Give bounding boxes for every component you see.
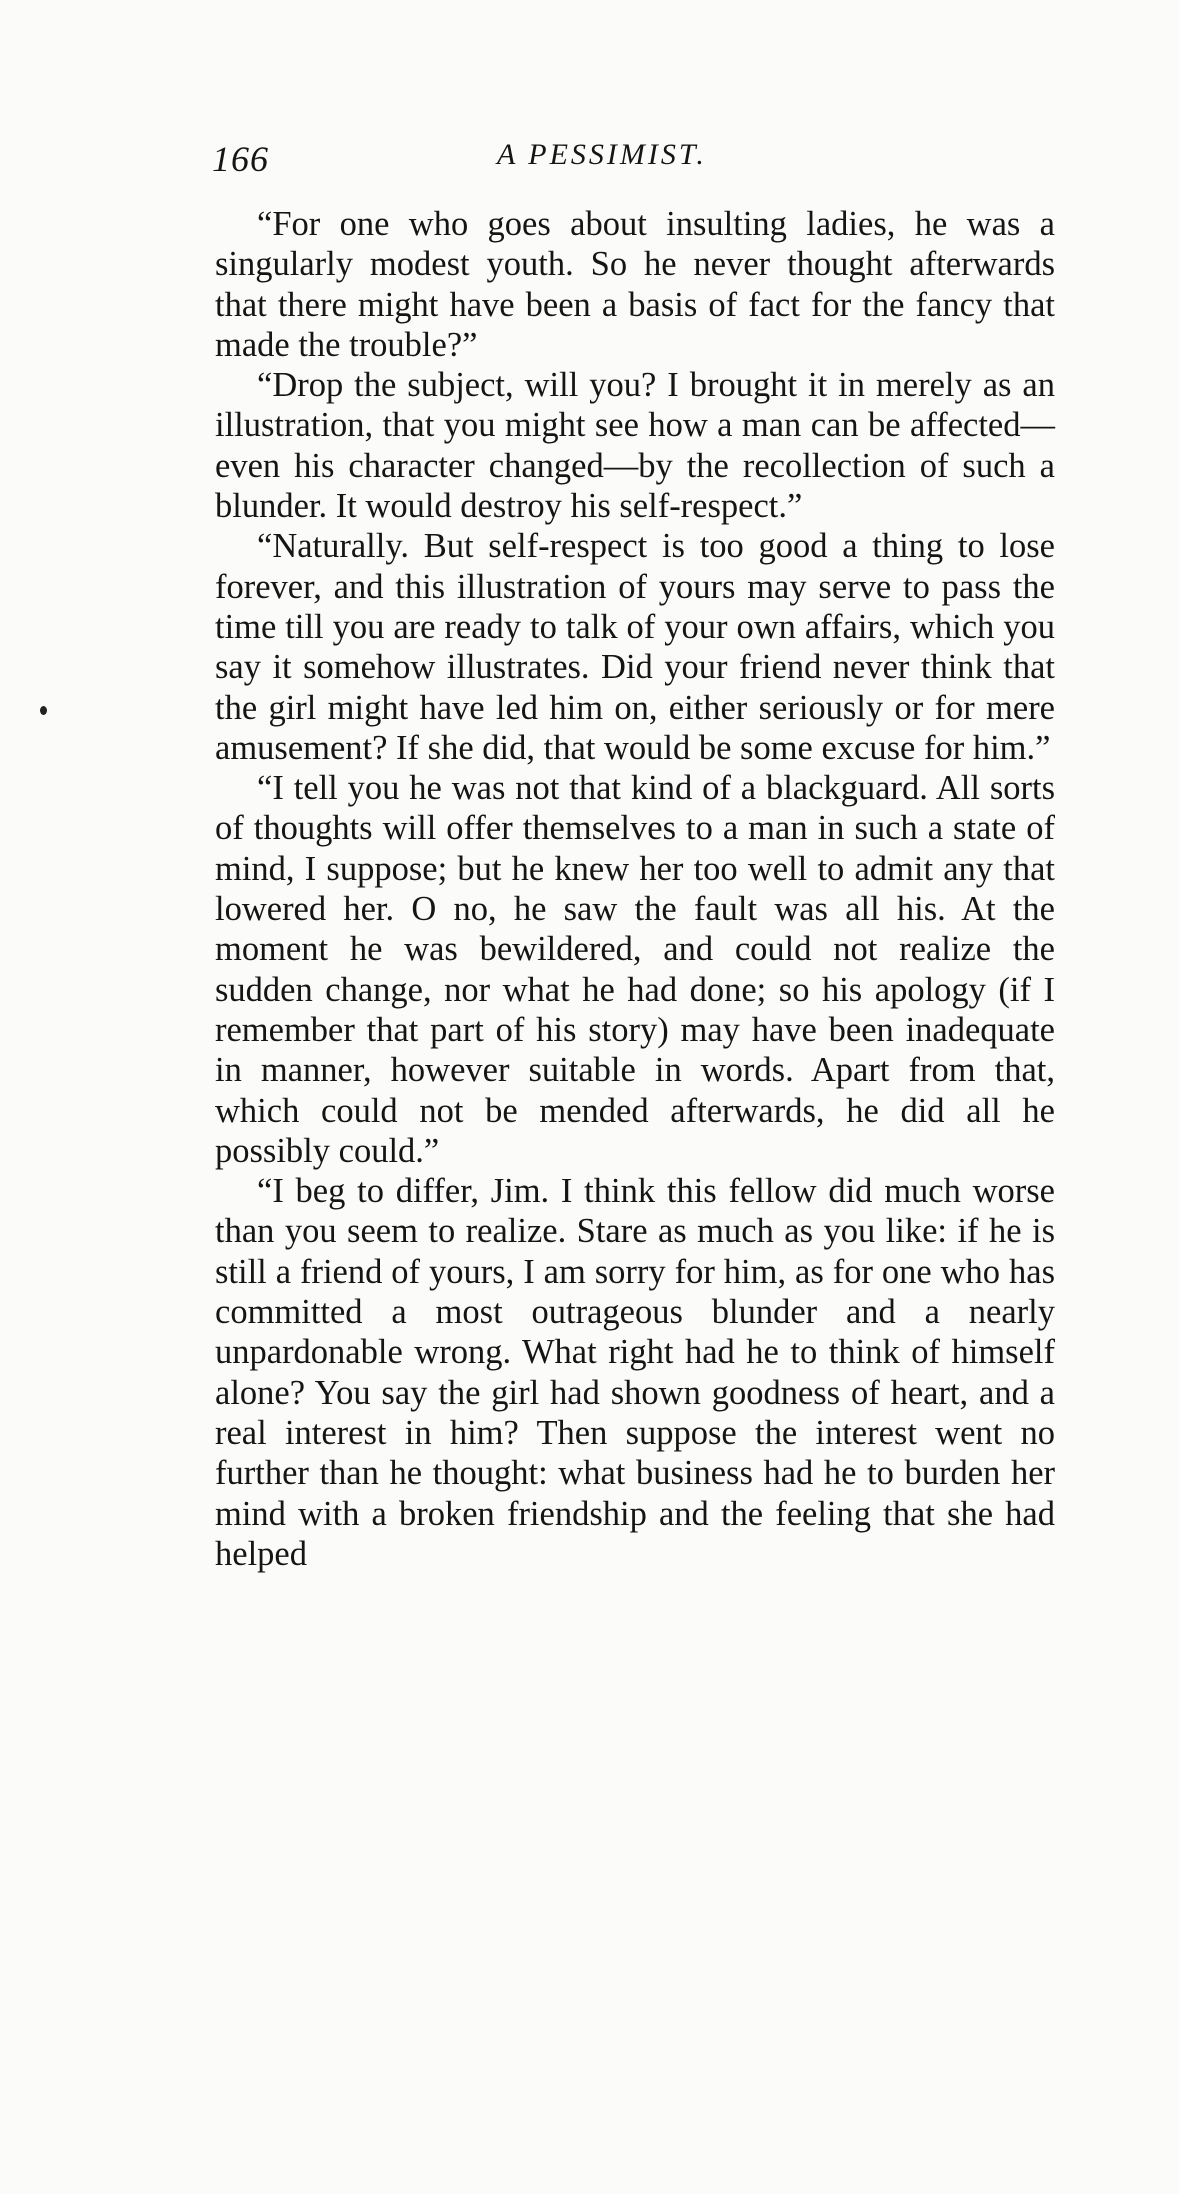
paragraph-4: “I tell you he was not that kind of a blackguard. All sorts of thoughts will offer themselves to a man in such a state of mind, I suppose; but he knew her too well to admit any that lowered her. O no, he saw the fault was all his. At the moment he was bewildered, and could not realize the sudden change, nor what he had done; so his apology (if I remember that part of his story) may have been inadequate in manner, however suitable in words. Apart from that, which could not be mended afterwards, he did all he possibly could.” (215, 769, 1055, 1170)
paragraph-1: “For one who goes about insulting ladies, he was a singularly modest youth. So he never thought afterwards that there might have been a basis of fact for the fancy that made the trouble?” (215, 205, 1055, 364)
ink-speck (40, 706, 47, 715)
paragraph-3: “Naturally. But self-respect is too good a thing to lose forever, and this illustration of yours may serve to pass the time till you are ready to talk of your own affairs, which you say it somehow illustrates. Did your friend never think that the girl might have led him on, either seriously or for mere amusement? If she did, that would be some excuse for him.” (215, 527, 1055, 767)
paragraph-2: “Drop the subject, will you? I brought it in merely as an illustration, that you might see how a man can be affected—even his character changed—by the recollection of such a blunder. It would destroy his self-respect.” (215, 366, 1055, 526)
running-title: A PESSIMIST. (497, 138, 707, 171)
body-text (215, 204, 1055, 1574)
page-number: 166 (212, 139, 269, 179)
page-header (212, 138, 1062, 188)
paragraph-5: “I beg to differ, Jim. I think this fellow did much worse than you seem to realize. Stare as much as you like: if he is still a friend of yours, I am sorry for him, as for one who has committed a most outrageous blunder and a nearly unpardonable wrong. What right had he to think of himself alone? You say the girl had shown goodness of heart, and a real interest in him? Then suppose the interest went no further than he thought: what business had he to burden her mind with a broken friendship and the feeling that she had helped (215, 1172, 1055, 1573)
